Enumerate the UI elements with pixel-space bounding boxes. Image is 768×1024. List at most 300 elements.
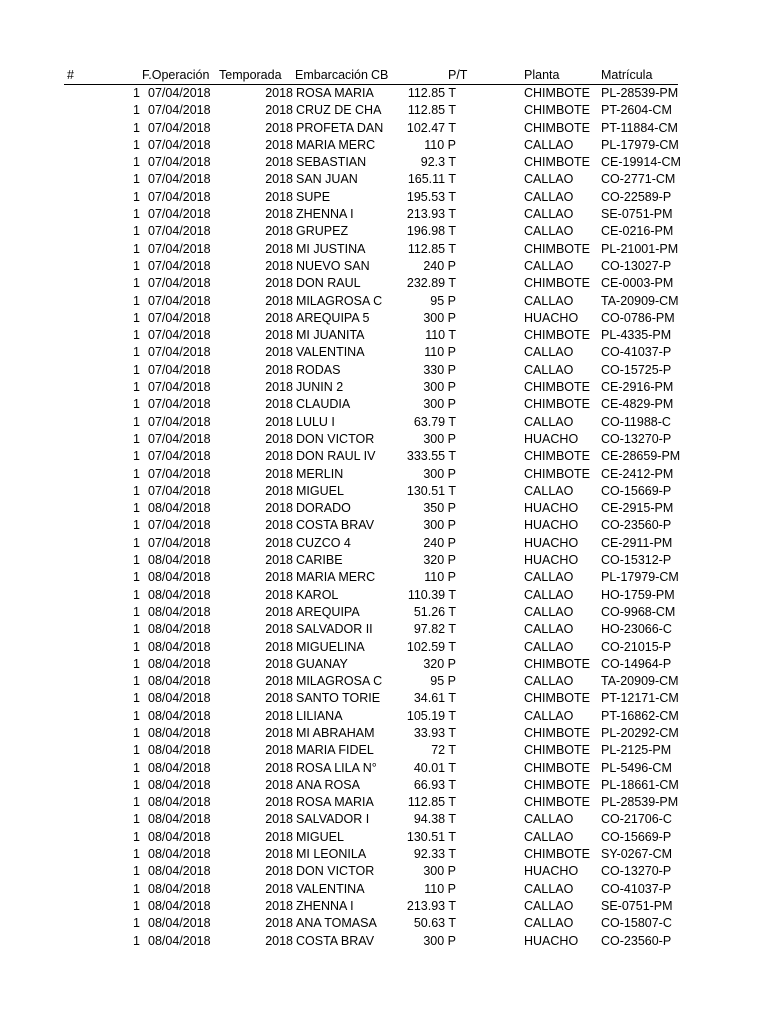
table-row xyxy=(0,846,768,863)
cell-pt: 50.63 T xyxy=(413,916,456,931)
cell-n: 1 xyxy=(133,431,140,446)
cell-planta: HUACHO xyxy=(524,518,579,533)
cell-planta: CHIMBOTE xyxy=(524,86,590,100)
cell-n: 1 xyxy=(133,535,140,550)
cell-pt: 213.93 T xyxy=(406,898,456,913)
cell-pt: 95 P xyxy=(430,293,456,308)
cell-n: 1 xyxy=(133,570,140,585)
cell-pt: 300 P xyxy=(423,310,456,325)
table-row xyxy=(0,431,768,448)
cell-n: 1 xyxy=(133,691,140,706)
cell-n: 1 xyxy=(133,881,140,896)
cell-matricula: CO-21706-C xyxy=(601,812,672,827)
cell-fecha: 08/04/2018 xyxy=(148,604,211,619)
cell-matricula: PL-17979-CM xyxy=(601,570,679,585)
table-row xyxy=(0,639,768,656)
cell-embarcacion: CARIBE xyxy=(296,553,343,568)
cell-pt: 112.85 T xyxy=(407,795,456,810)
cell-embarcacion: MI JUSTINA xyxy=(296,241,366,256)
cell-temporada: 2018 xyxy=(265,847,293,862)
cell-n: 1 xyxy=(133,518,140,533)
cell-temporada: 2018 xyxy=(265,86,293,100)
cell-n: 1 xyxy=(133,795,140,810)
cell-n: 1 xyxy=(133,328,140,343)
cell-matricula: CE-19914-CM xyxy=(601,155,681,170)
cell-planta: CALLAO xyxy=(524,362,574,377)
cell-planta: HUACHO xyxy=(524,431,579,446)
cell-embarcacion: COSTA BRAV xyxy=(296,518,375,533)
cell-planta: CHIMBOTE xyxy=(524,276,590,291)
cell-n: 1 xyxy=(133,258,140,273)
table-row xyxy=(0,258,768,275)
cell-matricula: SE-0751-PM xyxy=(601,898,673,913)
cell-temporada: 2018 xyxy=(265,725,293,740)
cell-temporada: 2018 xyxy=(265,535,293,550)
cell-pt: 112.85 T xyxy=(407,103,456,118)
cell-pt: 165.11 T xyxy=(407,172,456,187)
cell-fecha: 07/04/2018 xyxy=(148,380,211,395)
table-row xyxy=(0,362,768,379)
cell-planta: CALLAO xyxy=(524,483,574,498)
cell-pt: 130.51 T xyxy=(406,483,456,498)
cell-embarcacion: DORADO xyxy=(296,501,351,516)
cell-matricula: CE-2915-PM xyxy=(601,501,674,516)
table-row xyxy=(0,535,768,552)
cell-matricula: CO-15312-P xyxy=(601,553,672,568)
cell-temporada: 2018 xyxy=(265,120,293,135)
cell-planta: CHIMBOTE xyxy=(524,155,590,170)
cell-fecha: 07/04/2018 xyxy=(148,345,211,360)
cell-temporada: 2018 xyxy=(265,829,293,844)
cell-embarcacion: DON RAUL xyxy=(296,276,361,291)
cell-planta: CHIMBOTE xyxy=(524,449,590,464)
cell-embarcacion: RODAS xyxy=(296,362,341,377)
cell-pt: 300 P xyxy=(423,864,456,879)
cell-planta: CALLAO xyxy=(524,137,574,152)
cell-matricula: CE-0216-PM xyxy=(601,224,674,239)
cell-embarcacion: CLAUDIA xyxy=(296,397,351,412)
table-row xyxy=(0,154,768,171)
cell-fecha: 07/04/2018 xyxy=(148,276,211,291)
cell-matricula: TA-20909-CM xyxy=(601,293,679,308)
cell-matricula: CE-28659-PM xyxy=(601,449,681,464)
table-row xyxy=(0,137,768,154)
cell-embarcacion: ROSA MARIA xyxy=(296,86,374,100)
cell-planta: CALLAO xyxy=(524,812,574,827)
table-row xyxy=(0,777,768,794)
cell-planta: CALLAO xyxy=(524,674,574,689)
cell-pt: 94.38 T xyxy=(413,812,456,827)
cell-matricula: PT-11884-CM xyxy=(601,120,678,135)
cell-embarcacion: CUZCO 4 xyxy=(296,535,351,550)
cell-n: 1 xyxy=(133,708,140,723)
cell-embarcacion: ANA TOMASA xyxy=(296,916,377,931)
cell-matricula: CE-2412-PM xyxy=(601,466,674,481)
table-row xyxy=(0,794,768,811)
table-row xyxy=(0,725,768,742)
cell-fecha: 07/04/2018 xyxy=(148,137,211,152)
cell-embarcacion: MILAGROSA C xyxy=(296,674,383,689)
table-row xyxy=(0,656,768,673)
cell-planta: CHIMBOTE xyxy=(524,466,590,481)
cell-n: 1 xyxy=(133,656,140,671)
table-row xyxy=(0,206,768,223)
cell-fecha: 08/04/2018 xyxy=(148,933,211,948)
cell-temporada: 2018 xyxy=(265,103,293,118)
cell-pt: 213.93 T xyxy=(406,207,456,222)
cell-n: 1 xyxy=(133,172,140,187)
cell-pt: 92.33 T xyxy=(413,847,456,862)
cell-planta: CHIMBOTE xyxy=(524,241,590,256)
table-row xyxy=(0,863,768,880)
cell-temporada: 2018 xyxy=(265,501,293,516)
cell-fecha: 07/04/2018 xyxy=(148,328,211,343)
cell-planta: CALLAO xyxy=(524,881,574,896)
header-planta: Planta xyxy=(524,68,560,82)
cell-temporada: 2018 xyxy=(265,172,293,187)
cell-embarcacion: MERLIN xyxy=(296,466,344,481)
cell-temporada: 2018 xyxy=(265,397,293,412)
cell-embarcacion: MI LEONILA xyxy=(296,847,367,862)
cell-n: 1 xyxy=(133,760,140,775)
cell-matricula: CE-2911-PM xyxy=(601,535,673,550)
cell-pt: 110 P xyxy=(424,570,456,585)
cell-planta: HUACHO xyxy=(524,501,579,516)
cell-matricula: PL-2125-PM xyxy=(601,743,672,758)
cell-temporada: 2018 xyxy=(265,380,293,395)
header-row xyxy=(64,66,678,85)
cell-pt: 300 P xyxy=(423,431,456,446)
cell-planta: HUACHO xyxy=(524,535,579,550)
cell-planta: CALLAO xyxy=(524,916,574,931)
cell-fecha: 07/04/2018 xyxy=(148,258,211,273)
cell-embarcacion: MILAGROSA C xyxy=(296,293,383,308)
cell-n: 1 xyxy=(133,483,140,498)
cell-fecha: 08/04/2018 xyxy=(148,570,211,585)
cell-n: 1 xyxy=(133,449,140,464)
cell-pt: 110 P xyxy=(424,137,456,152)
cell-n: 1 xyxy=(133,120,140,135)
cell-n: 1 xyxy=(133,103,140,118)
cell-pt: 102.59 T xyxy=(406,639,456,654)
table-row xyxy=(0,102,768,119)
cell-pt: 102.47 T xyxy=(406,120,456,135)
cell-pt: 330 P xyxy=(423,362,456,377)
cell-matricula: CO-23560-P xyxy=(601,518,672,533)
cell-n: 1 xyxy=(133,777,140,792)
cell-fecha: 08/04/2018 xyxy=(148,587,211,602)
table-row xyxy=(0,760,768,777)
cell-planta: CALLAO xyxy=(524,207,574,222)
cell-matricula: CO-0786-PM xyxy=(601,310,675,325)
cell-matricula: PL-5496-CM xyxy=(601,760,672,775)
cell-pt: 110 P xyxy=(424,881,456,896)
cell-n: 1 xyxy=(133,241,140,256)
cell-pt: 72 T xyxy=(431,743,456,758)
header-num: # xyxy=(67,68,74,82)
cell-fecha: 07/04/2018 xyxy=(148,362,211,377)
cell-fecha: 08/04/2018 xyxy=(148,916,211,931)
header-matricula: Matrícula xyxy=(601,68,653,82)
cell-planta: HUACHO xyxy=(524,553,579,568)
cell-planta: CHIMBOTE xyxy=(524,743,590,758)
cell-pt: 63.79 T xyxy=(413,414,456,429)
table-row xyxy=(0,621,768,638)
cell-planta: HUACHO xyxy=(524,864,579,879)
cell-n: 1 xyxy=(133,916,140,931)
cell-n: 1 xyxy=(133,189,140,204)
cell-fecha: 07/04/2018 xyxy=(148,431,211,446)
cell-fecha: 07/04/2018 xyxy=(148,293,211,308)
cell-embarcacion: MARIA MERC xyxy=(296,137,376,152)
cell-planta: CHIMBOTE xyxy=(524,656,590,671)
cell-fecha: 07/04/2018 xyxy=(148,224,211,239)
cell-fecha: 07/04/2018 xyxy=(148,449,211,464)
cell-fecha: 08/04/2018 xyxy=(148,674,211,689)
cell-temporada: 2018 xyxy=(265,345,293,360)
cell-planta: HUACHO xyxy=(524,310,579,325)
cell-n: 1 xyxy=(133,86,140,100)
cell-embarcacion: NUEVO SAN xyxy=(296,258,370,273)
cell-pt: 34.61 T xyxy=(413,691,456,706)
cell-pt: 350 P xyxy=(423,501,456,516)
cell-planta: CALLAO xyxy=(524,293,574,308)
cell-matricula: CO-11988-C xyxy=(601,414,671,429)
cell-temporada: 2018 xyxy=(265,483,293,498)
cell-fecha: 08/04/2018 xyxy=(148,812,211,827)
cell-n: 1 xyxy=(133,725,140,740)
cell-matricula: CO-14964-P xyxy=(601,656,672,671)
cell-temporada: 2018 xyxy=(265,656,293,671)
table-row xyxy=(0,569,768,586)
cell-temporada: 2018 xyxy=(265,708,293,723)
cell-planta: CALLAO xyxy=(524,829,574,844)
table-row xyxy=(0,396,768,413)
cell-fecha: 08/04/2018 xyxy=(148,847,211,862)
cell-fecha: 08/04/2018 xyxy=(148,795,211,810)
cell-pt: 110 P xyxy=(424,345,456,360)
cell-pt: 110 T xyxy=(425,328,456,343)
cell-n: 1 xyxy=(133,293,140,308)
cell-pt: 95 P xyxy=(430,674,456,689)
cell-n: 1 xyxy=(133,812,140,827)
cell-matricula: CO-41037-P xyxy=(601,345,672,360)
header-embarcacion: Embarcación xyxy=(295,68,368,82)
cell-pt: 333.55 T xyxy=(406,449,456,464)
cell-n: 1 xyxy=(133,501,140,516)
cell-fecha: 08/04/2018 xyxy=(148,656,211,671)
cell-temporada: 2018 xyxy=(265,241,293,256)
cell-temporada: 2018 xyxy=(265,864,293,879)
cell-temporada: 2018 xyxy=(265,812,293,827)
cell-embarcacion: MIGUEL xyxy=(296,483,344,498)
header-fecha-operacion: F.Operación xyxy=(142,68,210,82)
cell-matricula: PL-28539-PM xyxy=(601,86,679,100)
table-row xyxy=(0,241,768,258)
cell-matricula: CO-15669-P xyxy=(601,483,672,498)
cell-embarcacion: SALVADOR II xyxy=(296,622,373,637)
cell-embarcacion: GUANAY xyxy=(296,656,348,671)
cell-fecha: 08/04/2018 xyxy=(148,777,211,792)
table-row xyxy=(0,448,768,465)
cell-matricula: CO-15669-P xyxy=(601,829,672,844)
cell-n: 1 xyxy=(133,224,140,239)
cell-temporada: 2018 xyxy=(265,553,293,568)
cell-temporada: 2018 xyxy=(265,881,293,896)
table-row xyxy=(0,587,768,604)
cell-matricula: CO-22589-P xyxy=(601,189,672,204)
table-row xyxy=(0,829,768,846)
cell-planta: CHIMBOTE xyxy=(524,760,590,775)
cell-matricula: CO-15807-C xyxy=(601,916,672,931)
cell-temporada: 2018 xyxy=(265,604,293,619)
cell-planta: CALLAO xyxy=(524,639,574,654)
cell-pt: 300 P xyxy=(423,518,456,533)
cell-temporada: 2018 xyxy=(265,431,293,446)
cell-pt: 232.89 T xyxy=(406,276,456,291)
cell-planta: CALLAO xyxy=(524,258,574,273)
cell-temporada: 2018 xyxy=(265,777,293,792)
cell-temporada: 2018 xyxy=(265,137,293,152)
cell-planta: CHIMBOTE xyxy=(524,795,590,810)
cell-embarcacion: JUNIN 2 xyxy=(296,380,344,395)
cell-embarcacion: DON VICTOR xyxy=(296,864,375,879)
spreadsheet-table xyxy=(0,66,768,950)
cell-pt: 110.39 T xyxy=(407,587,456,602)
cell-matricula: PL-18661-CM xyxy=(601,777,679,792)
cell-planta: CALLAO xyxy=(524,622,574,637)
cell-planta: CHIMBOTE xyxy=(524,725,590,740)
cell-pt: 66.93 T xyxy=(413,777,456,792)
cell-fecha: 07/04/2018 xyxy=(148,172,211,187)
table-row xyxy=(0,933,768,950)
cell-n: 1 xyxy=(133,380,140,395)
table-row xyxy=(0,915,768,932)
cell-n: 1 xyxy=(133,829,140,844)
cell-pt: 92.3 T xyxy=(420,155,456,170)
cell-matricula: PT-12171-CM xyxy=(601,691,679,706)
cell-embarcacion: KAROL xyxy=(296,587,339,602)
cell-n: 1 xyxy=(133,847,140,862)
cell-fecha: 07/04/2018 xyxy=(148,120,211,135)
header-cb: CB xyxy=(371,68,389,82)
cell-pt: 105.19 T xyxy=(406,708,456,723)
cell-planta: HUACHO xyxy=(524,933,579,948)
cell-temporada: 2018 xyxy=(265,639,293,654)
cell-n: 1 xyxy=(133,362,140,377)
cell-pt: 112.85 T xyxy=(407,86,456,100)
cell-temporada: 2018 xyxy=(265,570,293,585)
cell-temporada: 2018 xyxy=(265,622,293,637)
cell-fecha: 07/04/2018 xyxy=(148,518,211,533)
cell-matricula: CE-0003-PM xyxy=(601,276,674,291)
table-body xyxy=(0,85,768,950)
table-row xyxy=(0,310,768,327)
cell-fecha: 07/04/2018 xyxy=(148,155,211,170)
cell-embarcacion: MARIA MERC xyxy=(296,570,376,585)
cell-fecha: 08/04/2018 xyxy=(148,743,211,758)
cell-matricula: CO-13270-P xyxy=(601,431,672,446)
cell-pt: 240 P xyxy=(423,258,456,273)
cell-fecha: 07/04/2018 xyxy=(148,466,211,481)
cell-n: 1 xyxy=(133,207,140,222)
cell-fecha: 08/04/2018 xyxy=(148,708,211,723)
cell-temporada: 2018 xyxy=(265,449,293,464)
cell-planta: CHIMBOTE xyxy=(524,120,590,135)
cell-temporada: 2018 xyxy=(265,293,293,308)
cell-planta: CHIMBOTE xyxy=(524,777,590,792)
cell-n: 1 xyxy=(133,345,140,360)
table-row xyxy=(0,881,768,898)
table-row xyxy=(0,189,768,206)
cell-temporada: 2018 xyxy=(265,898,293,913)
cell-pt: 97.82 T xyxy=(413,622,456,637)
cell-matricula: CO-13027-P xyxy=(601,258,672,273)
cell-embarcacion: MI ABRAHAM xyxy=(296,725,375,740)
cell-temporada: 2018 xyxy=(265,691,293,706)
cell-matricula: CO-13270-P xyxy=(601,864,672,879)
cell-pt: 320 P xyxy=(423,656,456,671)
cell-planta: CHIMBOTE xyxy=(524,847,590,862)
cell-n: 1 xyxy=(133,137,140,152)
cell-matricula: PL-28539-PM xyxy=(601,795,679,810)
table-row xyxy=(0,811,768,828)
table-row xyxy=(0,552,768,569)
cell-embarcacion: MI JUANITA xyxy=(296,328,365,343)
cell-fecha: 07/04/2018 xyxy=(148,483,211,498)
cell-n: 1 xyxy=(133,898,140,913)
cell-embarcacion: GRUPEZ xyxy=(296,224,349,239)
cell-matricula: SY-0267-CM xyxy=(601,847,673,862)
cell-planta: CALLAO xyxy=(524,189,574,204)
table-row xyxy=(0,171,768,188)
cell-temporada: 2018 xyxy=(265,466,293,481)
cell-planta: CALLAO xyxy=(524,898,574,913)
cell-planta: CHIMBOTE xyxy=(524,328,590,343)
cell-embarcacion: AREQUIPA xyxy=(296,604,360,619)
cell-pt: 196.98 T xyxy=(406,224,456,239)
cell-n: 1 xyxy=(133,587,140,602)
table-row xyxy=(0,690,768,707)
cell-fecha: 08/04/2018 xyxy=(148,501,211,516)
cell-n: 1 xyxy=(133,553,140,568)
cell-embarcacion: VALENTINA xyxy=(296,881,365,896)
cell-fecha: 08/04/2018 xyxy=(148,553,211,568)
cell-matricula: PT-16862-CM xyxy=(601,708,679,723)
cell-fecha: 07/04/2018 xyxy=(148,310,211,325)
cell-pt: 320 P xyxy=(423,553,456,568)
cell-embarcacion: LULU I xyxy=(296,414,335,429)
cell-n: 1 xyxy=(133,310,140,325)
table-row xyxy=(0,223,768,240)
table-row xyxy=(0,414,768,431)
cell-embarcacion: SAN JUAN xyxy=(296,172,358,187)
cell-pt: 300 P xyxy=(423,933,456,948)
cell-temporada: 2018 xyxy=(265,328,293,343)
cell-temporada: 2018 xyxy=(265,207,293,222)
cell-embarcacion: MIGUELINA xyxy=(296,639,365,654)
cell-pt: 240 P xyxy=(423,535,456,550)
cell-planta: CALLAO xyxy=(524,570,574,585)
cell-planta: CALLAO xyxy=(524,708,574,723)
cell-n: 1 xyxy=(133,674,140,689)
cell-n: 1 xyxy=(133,466,140,481)
cell-fecha: 08/04/2018 xyxy=(148,829,211,844)
cell-matricula: CO-21015-P xyxy=(601,639,672,654)
cell-n: 1 xyxy=(133,276,140,291)
cell-fecha: 08/04/2018 xyxy=(148,864,211,879)
cell-n: 1 xyxy=(133,622,140,637)
